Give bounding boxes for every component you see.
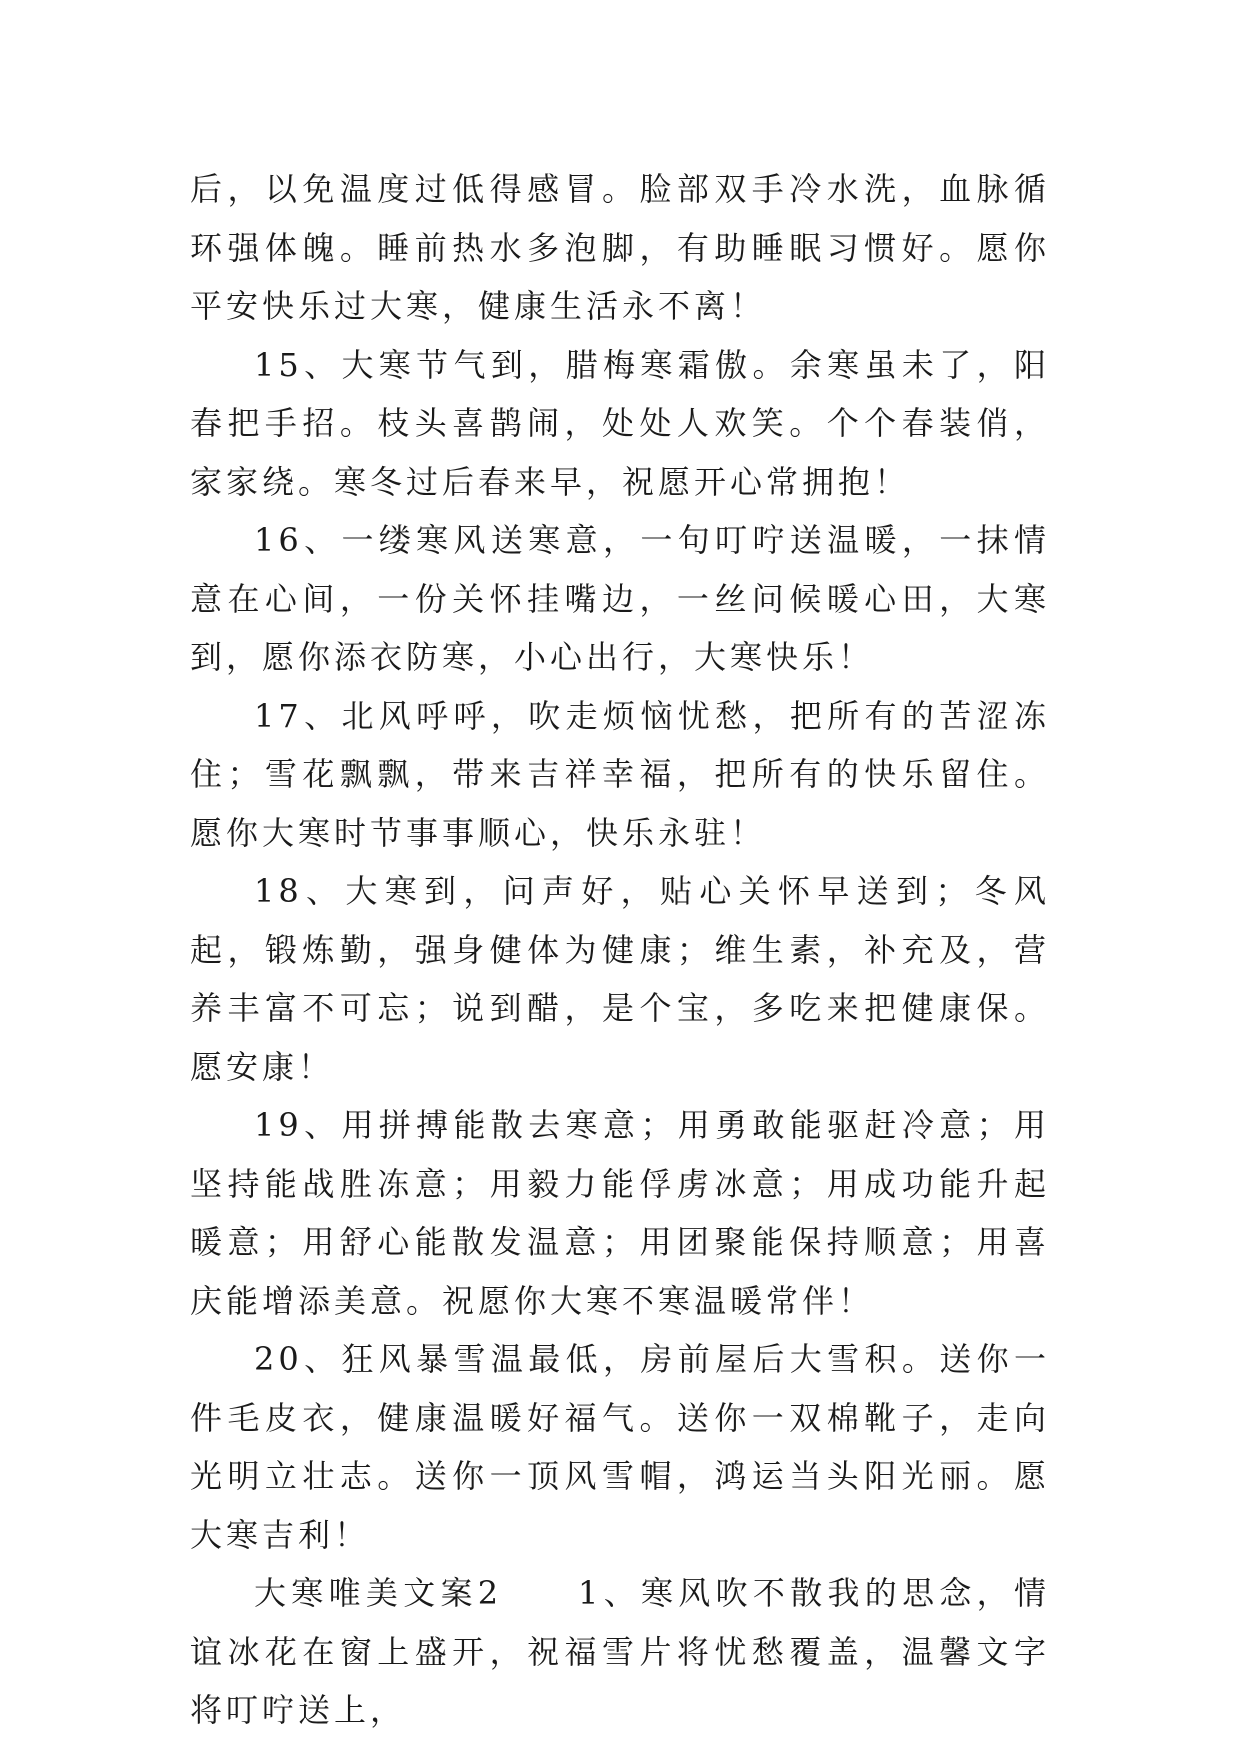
paragraph-20: 20、狂风暴雪温最低，房前屋后大雪积。送你一件毛皮衣，健康温暖好福气。送你一双棉靴子，走向光明立壮志。送你一顶风雪帽，鸿运当头阳光丽。愿大寒吉利！	[190, 1340, 1050, 1554]
section-heading-paragraph: 大寒唯美文案2 1、寒风吹不散我的思念，情谊冰花在窗上盛开，祝福雪片将忧愁覆盖，温馨文字将叮咛送上，	[190, 1574, 1050, 1729]
paragraph-17: 17、北风呼呼，吹走烦恼忧愁，把所有的苦涩冻住；雪花飘飘，带来吉祥幸福，把所有的快乐留住。愿你大寒时节事事顺心，快乐永驻！	[190, 696, 1050, 852]
paragraph-19: 19、用拼搏能散去寒意；用勇敢能驱赶冷意；用坚持能战胜冻意；用毅力能俘虏冰意；用成功能升起暖意；用舒心能散发温意；用团聚能保持顺意；用喜庆能增添美意。祝愿你大寒不寒温暖常伴！	[190, 1106, 1050, 1320]
paragraph-18: 18、大寒到，问声好，贴心关怀早送到；冬风起，锻炼勤，强身健体为健康；维生素，补充及，营养丰富不可忘；说到醋，是个宝，多吃来把健康保。愿安康！	[190, 872, 1050, 1086]
paragraph-continued: 后，以免温度过低得感冒。脸部双手冷水洗，血脉循环强体魄。睡前热水多泡脚，有助睡眠习惯好。愿你平安快乐过大寒，健康生活永不离！	[190, 170, 1050, 325]
paragraph-15: 15、大寒节气到，腊梅寒霜傲。余寒虽未了，阳春把手招。枝头喜鹊闹，处处人欢笑。个个春装俏，家家绕。寒冬过后春来早，祝愿开心常拥抱！	[190, 345, 1050, 501]
paragraph-16: 16、一缕寒风送寒意，一句叮咛送温暖，一抹情意在心间，一份关怀挂嘴边，一丝问候暖心田，大寒到，愿你添衣防寒，小心出行，大寒快乐！	[190, 521, 1050, 676]
body-text	[190, 160, 1050, 1740]
